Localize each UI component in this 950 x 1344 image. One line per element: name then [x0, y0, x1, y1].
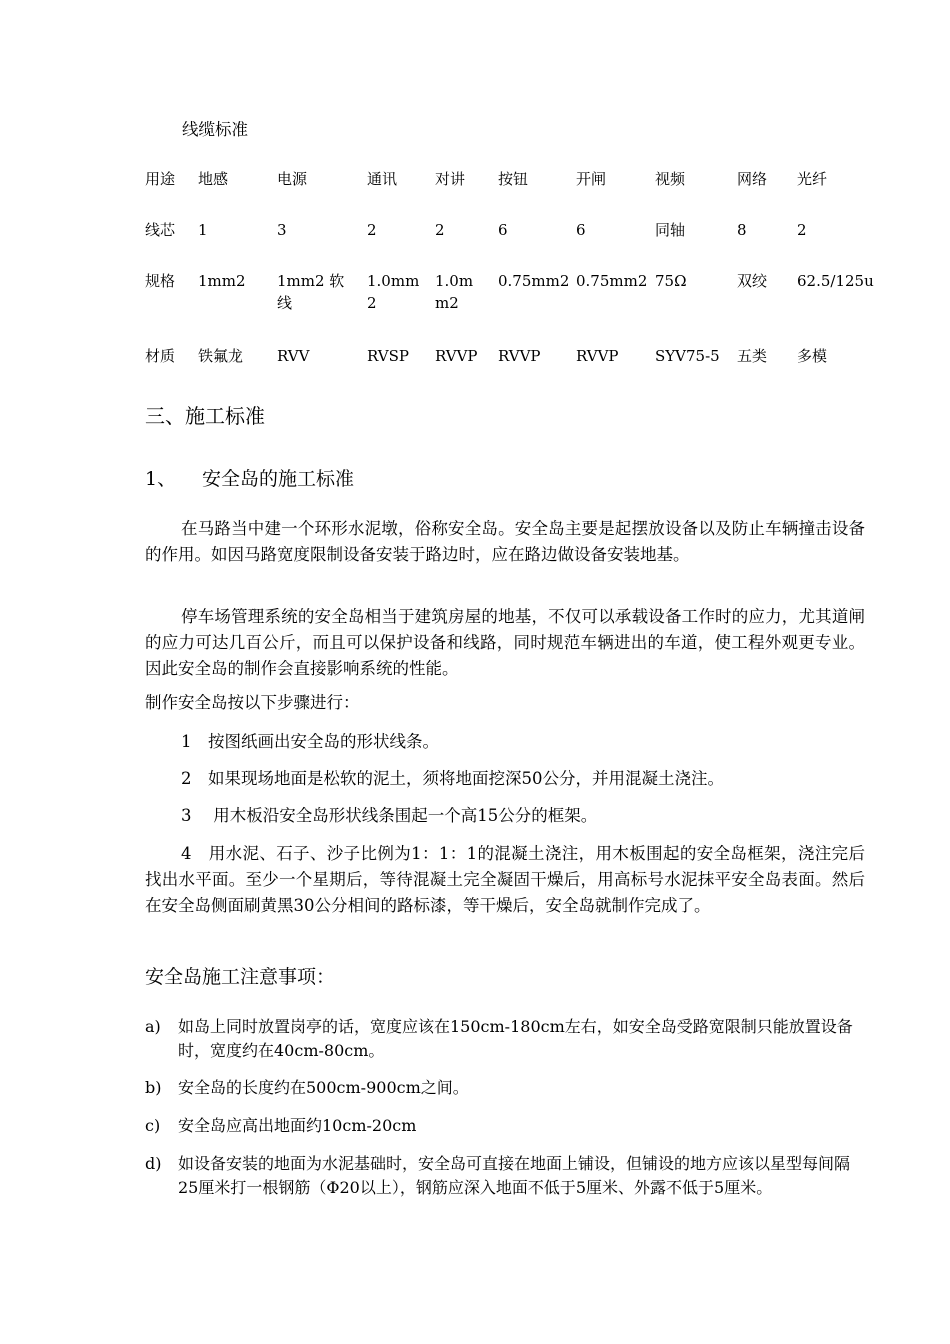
table-cell: 2	[367, 221, 377, 239]
paragraph: 在马路当中建一个环形水泥墩，俗称安全岛。安全岛主要是起摆放设备以及防止车辆撞击设备的作用。如因马路宽度限制设备安装于路边时，应在路边做设备安装地基。	[145, 519, 865, 564]
table-cell: 75Ω	[655, 272, 687, 290]
note-text: 如设备安装的地面为水泥基础时，安全岛可直接在地面上铺设，但铺设的地方应该以星型每间隔25厘米打一根钢筋（Φ20以上），钢筋应深入地面不低于5厘米、外露不低于5厘米。	[178, 1154, 851, 1197]
row-label-usage: 用途	[145, 170, 176, 188]
table-cell: 8	[737, 221, 747, 239]
section-title: 三、施工标准	[145, 404, 265, 428]
table-cell: 视频	[655, 170, 686, 188]
table-cell: RVVP	[498, 347, 541, 365]
table-cell: 光纤	[797, 170, 828, 188]
subsection-number: 1、	[145, 468, 177, 490]
table-cell: 多模	[797, 347, 828, 365]
table-cell: 开闸	[576, 170, 607, 188]
table-cell: 地感	[198, 170, 229, 188]
step-item: 2 如果现场地面是松软的泥土，须将地面挖深50公分，并用混凝土浇注。	[181, 769, 724, 788]
table-cell: 0.75mm2	[576, 272, 648, 290]
table-cell: 62.5/125u	[797, 272, 874, 290]
table-cell: 铁氟龙	[198, 347, 244, 365]
table-cell: 同轴	[655, 221, 686, 239]
paragraph: 制作安全岛按以下步骤进行：	[145, 693, 360, 712]
table-cell: 电源	[277, 170, 308, 188]
table-caption: 线缆标准	[182, 120, 248, 139]
subsection-title: 安全岛的施工标准	[202, 468, 355, 490]
table-cell: RVV	[277, 347, 310, 365]
note-marker: b)	[145, 1078, 162, 1097]
row-label-material: 材质	[145, 347, 176, 365]
step-item: 1 按图纸画出安全岛的形状线条。	[181, 732, 439, 751]
table-cell: RVSP	[367, 347, 409, 365]
table-cell: 3	[277, 221, 287, 239]
table-cell: SYV75-5	[655, 347, 720, 365]
table-cell: 1	[198, 221, 208, 239]
note-marker: c)	[145, 1116, 161, 1135]
table-cell: RVVP	[576, 347, 619, 365]
row-label-cores: 线芯	[145, 221, 176, 239]
table-cell: 6	[498, 221, 508, 239]
row-label-spec: 规格	[145, 272, 176, 290]
note-marker: a)	[145, 1017, 161, 1036]
step-item: 3 用木板沿安全岛形状线条围起一个高15公分的框架。	[181, 806, 598, 825]
note-text: 安全岛应高出地面约10cm-20cm	[178, 1116, 417, 1135]
step-item: 4 用水泥、石子、沙子比例为1：1：1的混凝土浇注，用木板围起的安全岛框架，浇注完后找出水平面。至少一个星期后，等待混凝土完全凝固干燥后，用高标号水泥抹平安全岛表面。然后在安全岛侧面刷黄黑30公分相间的路标漆，等干燥后，安全岛就制作完成了。	[145, 844, 865, 915]
note-text: 如岛上同时放置岗亭的话，宽度应该在150cm-180cm左右，如安全岛受路宽限制只能放置设备时，宽度约在40cm-80cm。	[178, 1017, 853, 1060]
table-cell: 1.0mm2	[367, 272, 420, 312]
table-cell: 通讯	[367, 170, 398, 188]
table-cell: 1.0mm2	[435, 272, 474, 312]
table-cell: 双绞	[737, 272, 768, 290]
table-cell: 按钮	[498, 170, 529, 188]
table-cell: 2	[435, 221, 445, 239]
note-marker: d)	[145, 1154, 162, 1173]
table-cell: 2	[797, 221, 807, 239]
table-cell: 五类	[737, 347, 768, 365]
table-cell: 1mm2 软线	[277, 272, 345, 312]
table-cell: 对讲	[435, 170, 466, 188]
table-cell: 网络	[737, 170, 768, 188]
notes-title: 安全岛施工注意事项：	[145, 966, 336, 988]
table-cell: 1mm2	[198, 272, 246, 290]
table-cell: 6	[576, 221, 586, 239]
table-cell: 0.75mm2	[498, 272, 570, 290]
paragraph: 停车场管理系统的安全岛相当于建筑房屋的地基，不仅可以承载设备工作时的应力，尤其道闸的应力可达几百公斤，而且可以保护设备和线路，同时规范车辆进出的车道，使工程外观更专业。因此安全岛的制作会直接影响系统的性能。	[145, 607, 865, 678]
table-cell: RVVP	[435, 347, 478, 365]
note-text: 安全岛的长度约在500cm-900cm之间。	[178, 1078, 469, 1097]
